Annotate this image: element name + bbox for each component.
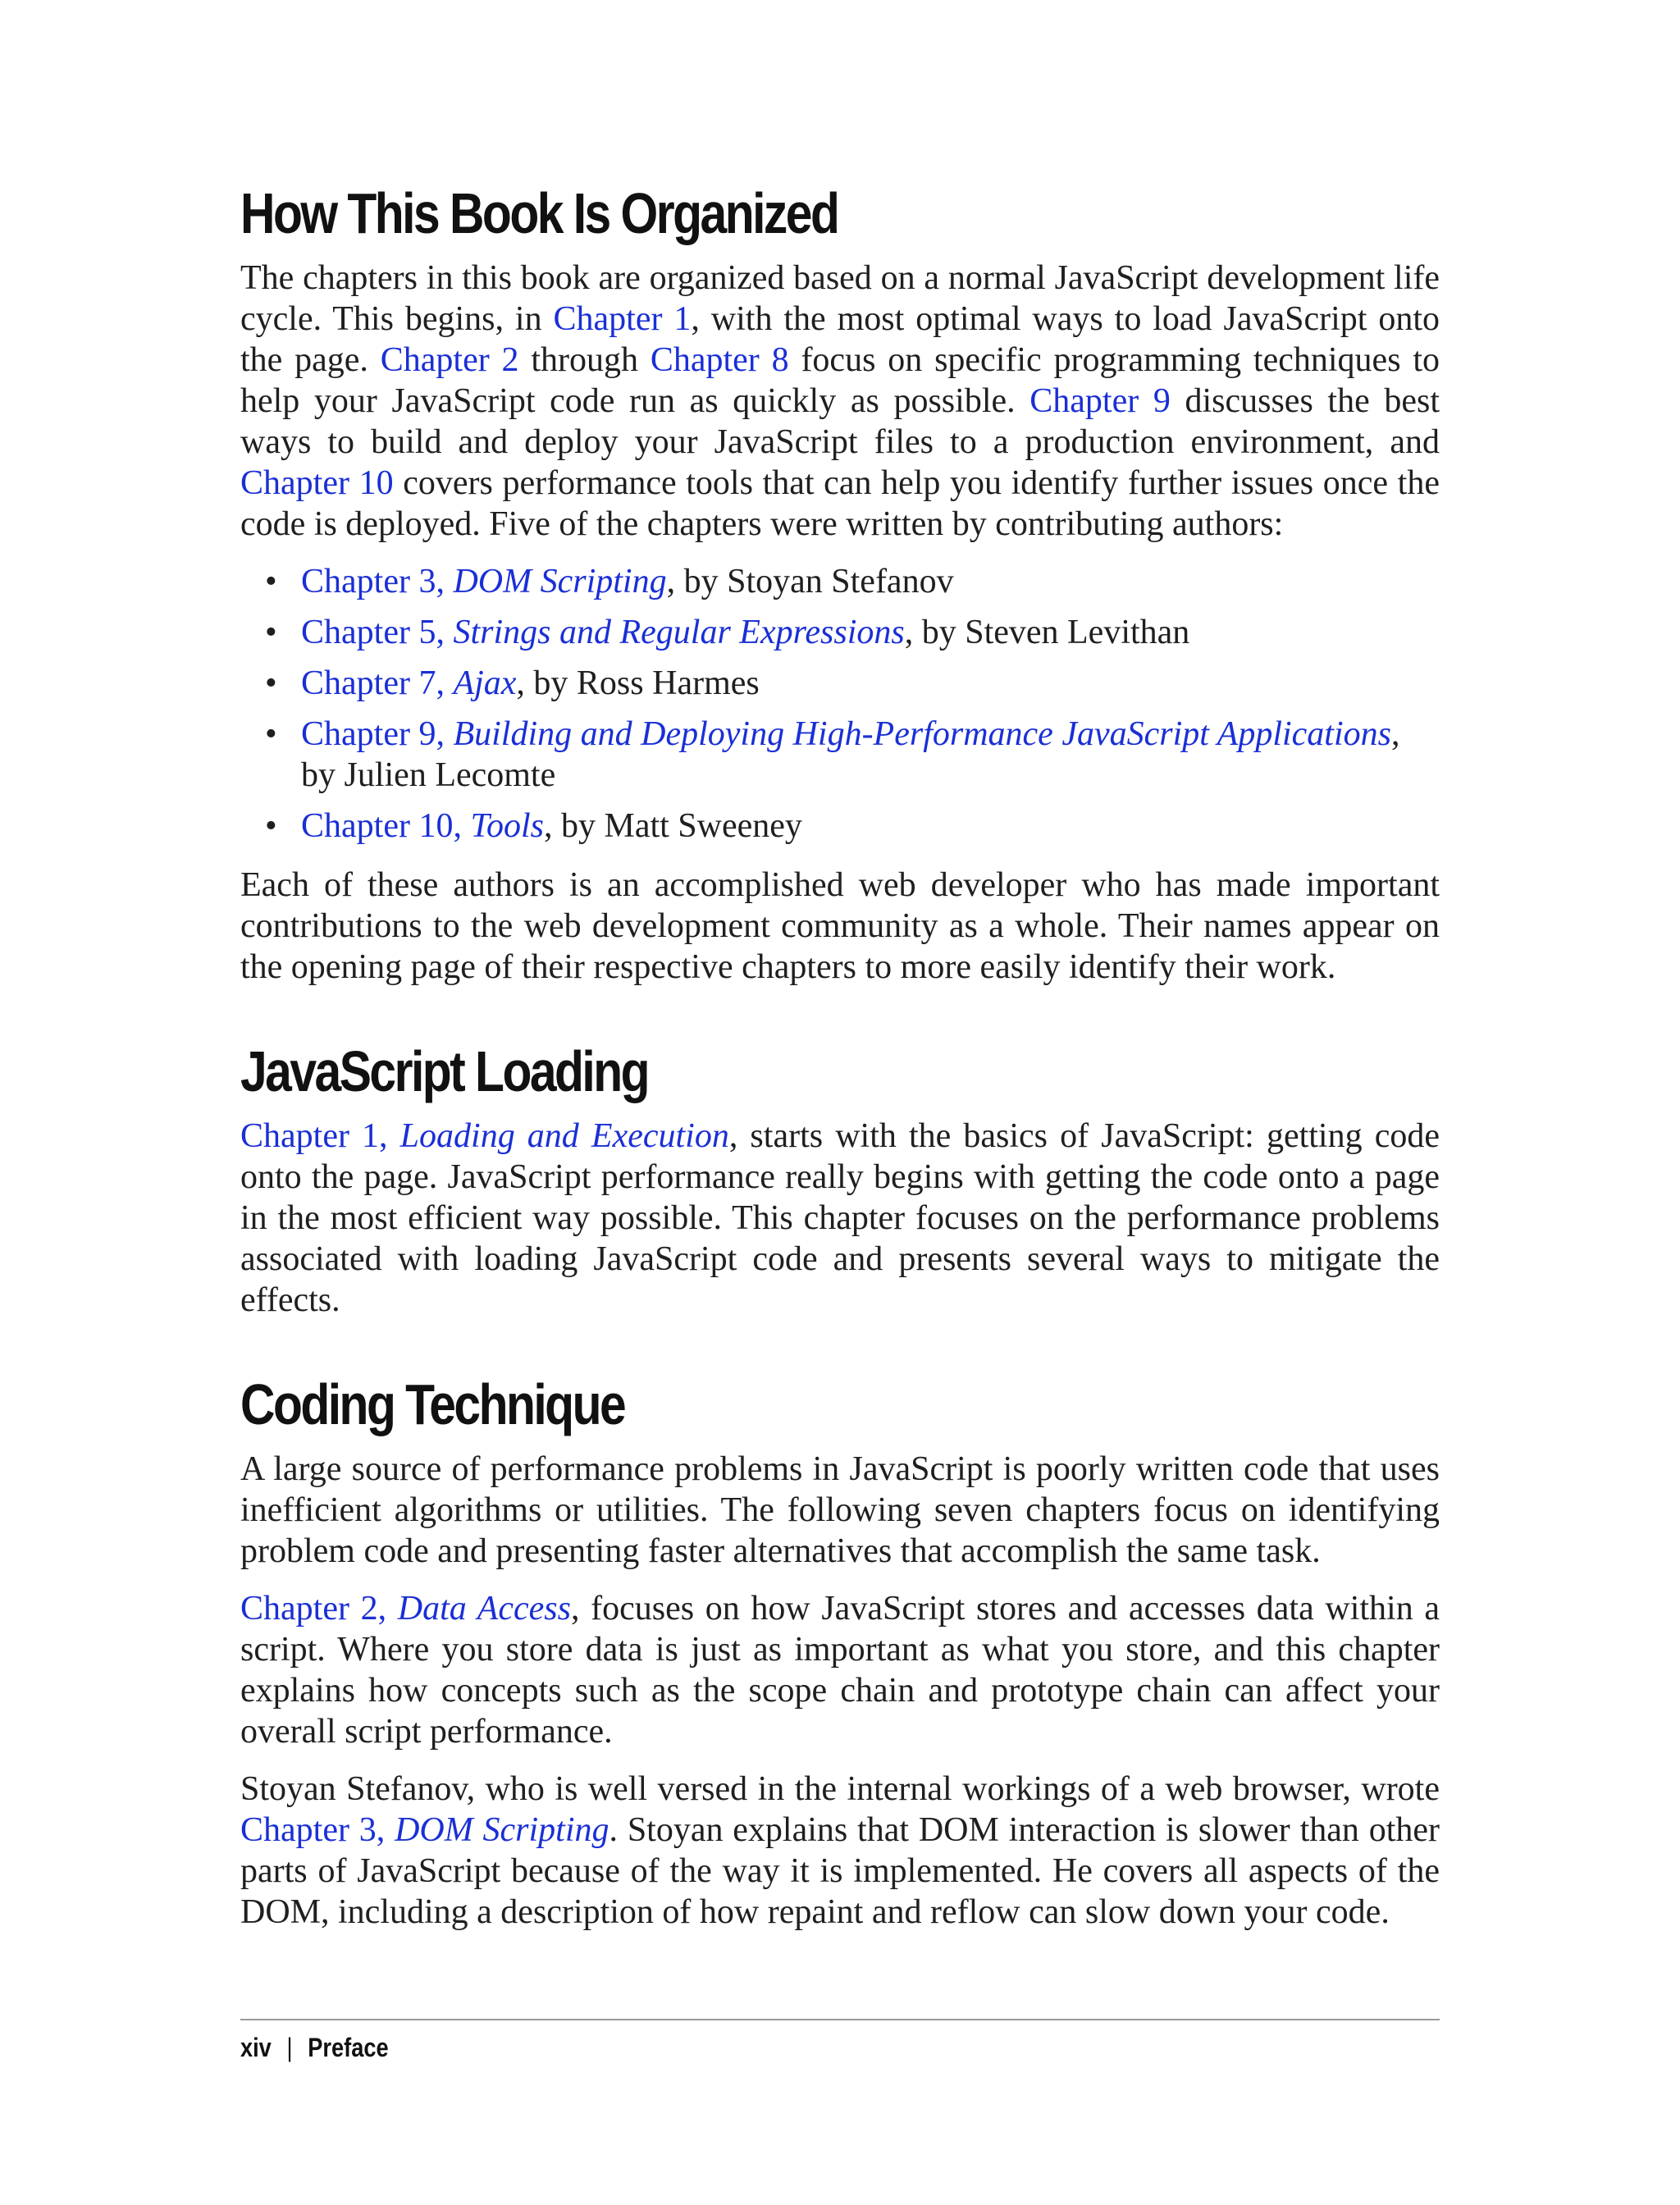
- text-run: . Stoyan explains that DOM interaction is slower than other parts of JavaScript because of the way it is implemented. He covers all aspects of the DOM, including a description of how repaint and reflow can slow down your code.: [240, 1811, 1440, 1931]
- chapter-author: , by Stoyan Stefanov: [666, 563, 954, 600]
- chapter-title: Tools: [470, 807, 544, 845]
- chapter-title: Strings and Regular Expressions: [453, 614, 905, 651]
- bullet-icon: •: [265, 563, 277, 600]
- list-item: [240, 561, 1440, 602]
- chapter-2-link[interactable]: Chapter 2: [380, 341, 519, 379]
- chapter-title: Ajax: [453, 664, 517, 702]
- chapter-author: , by Matt Sweeney: [543, 807, 802, 845]
- page-number: xiv: [240, 2033, 272, 2062]
- bullet-icon: •: [265, 614, 277, 651]
- chapter-5-link[interactable]: [301, 614, 905, 651]
- chapter-label: Chapter 2,: [240, 1590, 398, 1628]
- coding-paragraph-3: [240, 1769, 1440, 1933]
- section-heading-organized: How This Book Is Organized: [240, 181, 838, 245]
- text-run: discusses the best ways to build and deploy your JavaScript files to a production environment, and: [240, 382, 1440, 461]
- text-run: covers performance tools that can help you identify further issues once the code is deployed. Five of the chapters were written by contributing authors:: [240, 464, 1440, 543]
- text-run: The chapters in this book are organized based on a normal JavaScript development life cycle. This begins, in: [240, 259, 1440, 338]
- text-run: through: [518, 341, 651, 379]
- chapter-title: DOM Scripting: [395, 1811, 609, 1849]
- chapter-title: Data Access: [397, 1590, 571, 1628]
- list-item: [240, 714, 1440, 796]
- chapter-label: Chapter 1,: [240, 1117, 400, 1155]
- text-run: , focuses on how JavaScript stores and accesses data within a script. Where you store data is just as important as what you store, and this chapter explains how concepts such as the scope chain and prototype chain can affect your overall script performance.: [240, 1590, 1440, 1751]
- chapter-8-link[interactable]: Chapter 8: [650, 341, 789, 379]
- footer-section-name: Preface: [308, 2033, 389, 2062]
- chapter-label: Chapter 7,: [301, 664, 454, 702]
- chapter-title: DOM Scripting: [453, 563, 667, 600]
- text-run: , starts with the basics of JavaScript: getting code onto the page. JavaScript performance really begins with getting the code onto a page in the most efficient way possible. This chapter focuses on the performance problems associated with loading JavaScript code and presents several ways to mitigate the effects.: [240, 1117, 1440, 1319]
- chapter-label: Chapter 3,: [301, 563, 454, 600]
- chapter-label: Chapter 5,: [301, 614, 454, 651]
- chapter-label: Chapter 10,: [301, 807, 471, 845]
- organized-paragraph-1: [240, 258, 1440, 545]
- bullet-icon: •: [265, 807, 277, 845]
- footer-divider: [240, 2019, 1440, 2020]
- footer-separator: |: [286, 2033, 293, 2062]
- chapter-author: , by Julien Lecomte: [301, 715, 1400, 794]
- coding-paragraph-1: A large source of performance problems in JavaScript is poorly written code that uses inefficient algorithms or utilities. The following seven chapters focus on identifying problem code and presenting faster alternatives that accomplish the same task.: [240, 1450, 1440, 1570]
- chapter-3-link[interactable]: [301, 563, 667, 600]
- list-item: [240, 663, 1440, 704]
- chapter-10-link[interactable]: Chapter 10: [240, 464, 394, 502]
- chapter-title: Loading and Execution: [399, 1117, 729, 1155]
- section-heading-coding: Coding Technique: [240, 1372, 625, 1436]
- organized-paragraph-2: Each of these authors is an accomplished web developer who has made important contributions to the web development community as a whole. Their names appear on the opening page of their respective chapters to more easily identify their work.: [240, 866, 1440, 986]
- chapter-7-link[interactable]: [301, 664, 516, 702]
- coding-paragraph-2: [240, 1588, 1440, 1752]
- section-heading-loading: JavaScript Loading: [240, 1039, 649, 1103]
- chapter-1-loading-link[interactable]: [240, 1117, 729, 1155]
- chapter-9-bullet-link[interactable]: [301, 715, 1391, 753]
- bullet-icon: •: [265, 664, 277, 702]
- chapter-1-link[interactable]: Chapter 1: [553, 300, 692, 338]
- text-run: Stoyan Stefanov, who is well versed in the internal workings of a web browser, wrote: [240, 1770, 1440, 1808]
- page-content: [240, 179, 1440, 1949]
- chapter-label: Chapter 3,: [240, 1811, 395, 1849]
- chapter-3-dom-link[interactable]: [240, 1811, 609, 1849]
- chapter-author: , by Steven Levithan: [904, 614, 1190, 651]
- text-run: focus on specific programming techniques to help your JavaScript code run as quickly as possible.: [240, 341, 1440, 420]
- bullet-icon: •: [265, 715, 277, 753]
- contributing-authors-list: [240, 561, 1440, 847]
- chapter-author: , by Ross Harmes: [516, 664, 760, 702]
- text-run: , with the most optimal ways to load JavaScript onto the page.: [240, 300, 1440, 379]
- page-footer: [240, 2033, 389, 2063]
- loading-paragraph-1: [240, 1116, 1440, 1321]
- list-item: [240, 612, 1440, 653]
- chapter-title: Building and Deploying High-Performance JavaScript Applications: [453, 715, 1391, 753]
- list-item: [240, 806, 1440, 847]
- chapter-9-link[interactable]: Chapter 9: [1029, 382, 1171, 420]
- chapter-2-data-access-link[interactable]: [240, 1590, 571, 1628]
- chapter-10-bullet-link[interactable]: [301, 807, 544, 845]
- chapter-label: Chapter 9,: [301, 715, 454, 753]
